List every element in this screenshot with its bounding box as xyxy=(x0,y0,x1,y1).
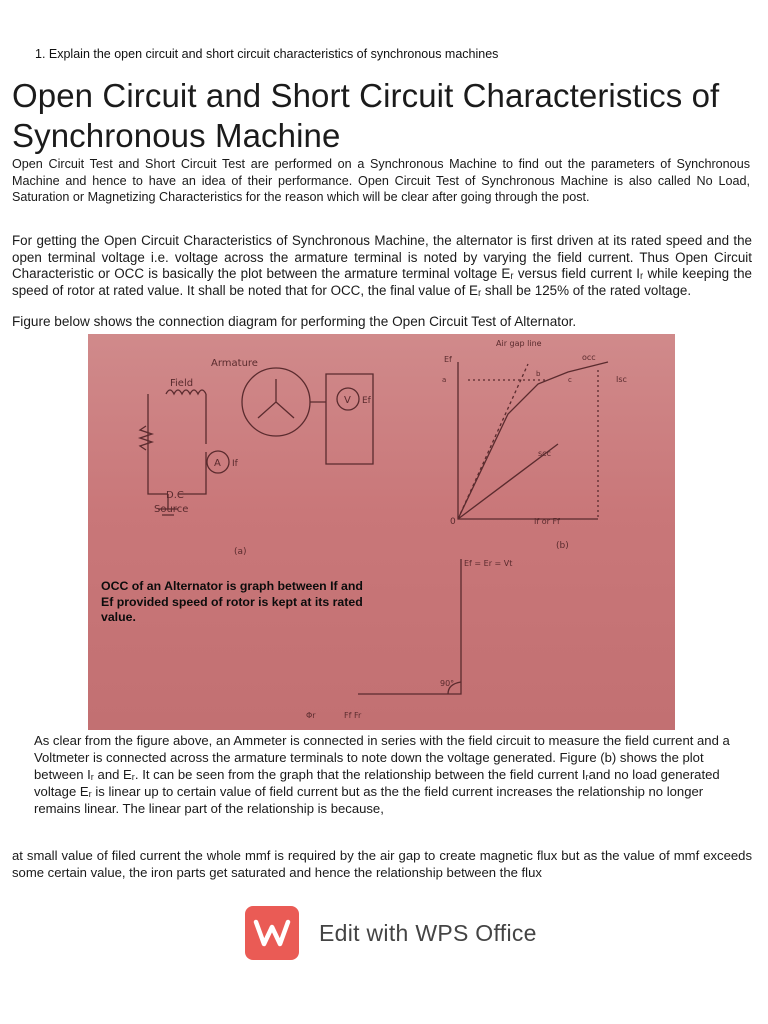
wps-edit-label[interactable]: Edit with WPS Office xyxy=(319,919,537,946)
point-a-label: a xyxy=(442,376,447,384)
source-label: Source xyxy=(154,504,189,515)
question-text: 1. Explain the open circuit and short circuit characteristics of synchronous machines xyxy=(35,47,499,61)
occ-label: occ xyxy=(582,353,596,362)
figure-caption: Figure below shows the connection diagram for performing the Open Circuit Test of Alternator. xyxy=(12,314,577,329)
page-title: Open Circuit and Short Circuit Characteristics of Synchronous Machine xyxy=(12,77,720,154)
occ-curve xyxy=(458,362,608,519)
figure-image xyxy=(88,334,675,730)
part-a-label: (a) xyxy=(234,547,247,557)
graph-axes xyxy=(458,362,598,519)
dc-label: D.C xyxy=(166,490,184,501)
field-wire xyxy=(148,394,168,494)
field-winding-icon xyxy=(166,390,206,394)
field-label: Field xyxy=(170,378,194,389)
occ-paragraph: For getting the Open Circuit Characteristics of Synchronous Machine, the alternator is first driven at its rated speed and the open terminal voltage i.e. voltage across the armature terminal is noted by varying the field current. Thus Open Circuit Characteristic or OCC is basically the plot between the armature terminal voltage Eᵣ versus field current Iᵣ while keeping the speed of rotor at rated value. It shall be noted that for OCC, the final value of Eᵣ shall be 125% of the rated voltage. xyxy=(12,233,752,298)
ef-label: Ef xyxy=(362,396,371,406)
armature-label: Armature xyxy=(211,358,258,369)
phasor-top-label: Ef = Er = Vt xyxy=(464,559,513,568)
continued-paragraph: at small value of filed current the whole mmf is required by the air gap to create magnetic flux but as the value of mmf exceeds some certain value, the iron parts get saturated and hence the relationship between the flux xyxy=(12,848,752,880)
phasor-left-label: Φr xyxy=(306,711,316,720)
isc-label: Isc xyxy=(616,375,627,384)
x-axis-label: If or Ff xyxy=(534,517,560,526)
phasor-x-label: Ff Fr xyxy=(344,711,362,720)
point-c-label: c xyxy=(568,376,572,384)
voltmeter-label: V xyxy=(344,395,351,406)
part-b-label: (b) xyxy=(556,541,569,551)
intro-paragraph: Open Circuit Test and Short Circuit Test are performed on a Synchronous Machine to find out the parameters of Synchronous Machine and hence to have an idea of their performance. Open Circuit Test of Synchronous Machine is also called No Load, Saturation or Magnetizing Characteristics for the reason which will be clear after going through the post. xyxy=(12,157,750,204)
wps-w-icon xyxy=(245,906,299,960)
point-b-label: b xyxy=(536,370,541,378)
if-label: If xyxy=(232,459,238,469)
phasor-diagram xyxy=(358,559,461,694)
ef-axis-label: Ef xyxy=(444,355,452,364)
origin-label: 0 xyxy=(450,517,456,527)
occ-note: OCC of an Alternator is graph between If and Ef provided speed of rotor is kept at its rated value. xyxy=(101,579,363,624)
explanation-paragraph: As clear from the figure above, an Ammeter is connected in series with the field circuit to measure the field current and a Voltmeter is connected across the armature terminals to note down the voltage generated. Figure (b) shows the plot between Iᵣ and Eᵣ. It can be seen from the graph that the relationship between the field current Iᵣand no load generated voltage Eᵣ is linear up to certain value of field current but as the the field current increases the relationship no longer remains linear. The linear part of the relationship is because, xyxy=(34,733,730,816)
scc-label: scc xyxy=(538,449,551,458)
connection-diagram xyxy=(88,334,675,730)
wps-edit-banner[interactable] xyxy=(245,906,537,960)
rheostat-icon xyxy=(140,426,152,450)
air-gap-label: Air gap line xyxy=(496,339,542,348)
ammeter-label: A xyxy=(214,458,221,469)
angle-label: 90° xyxy=(440,679,455,688)
air-gap-line xyxy=(458,364,528,519)
